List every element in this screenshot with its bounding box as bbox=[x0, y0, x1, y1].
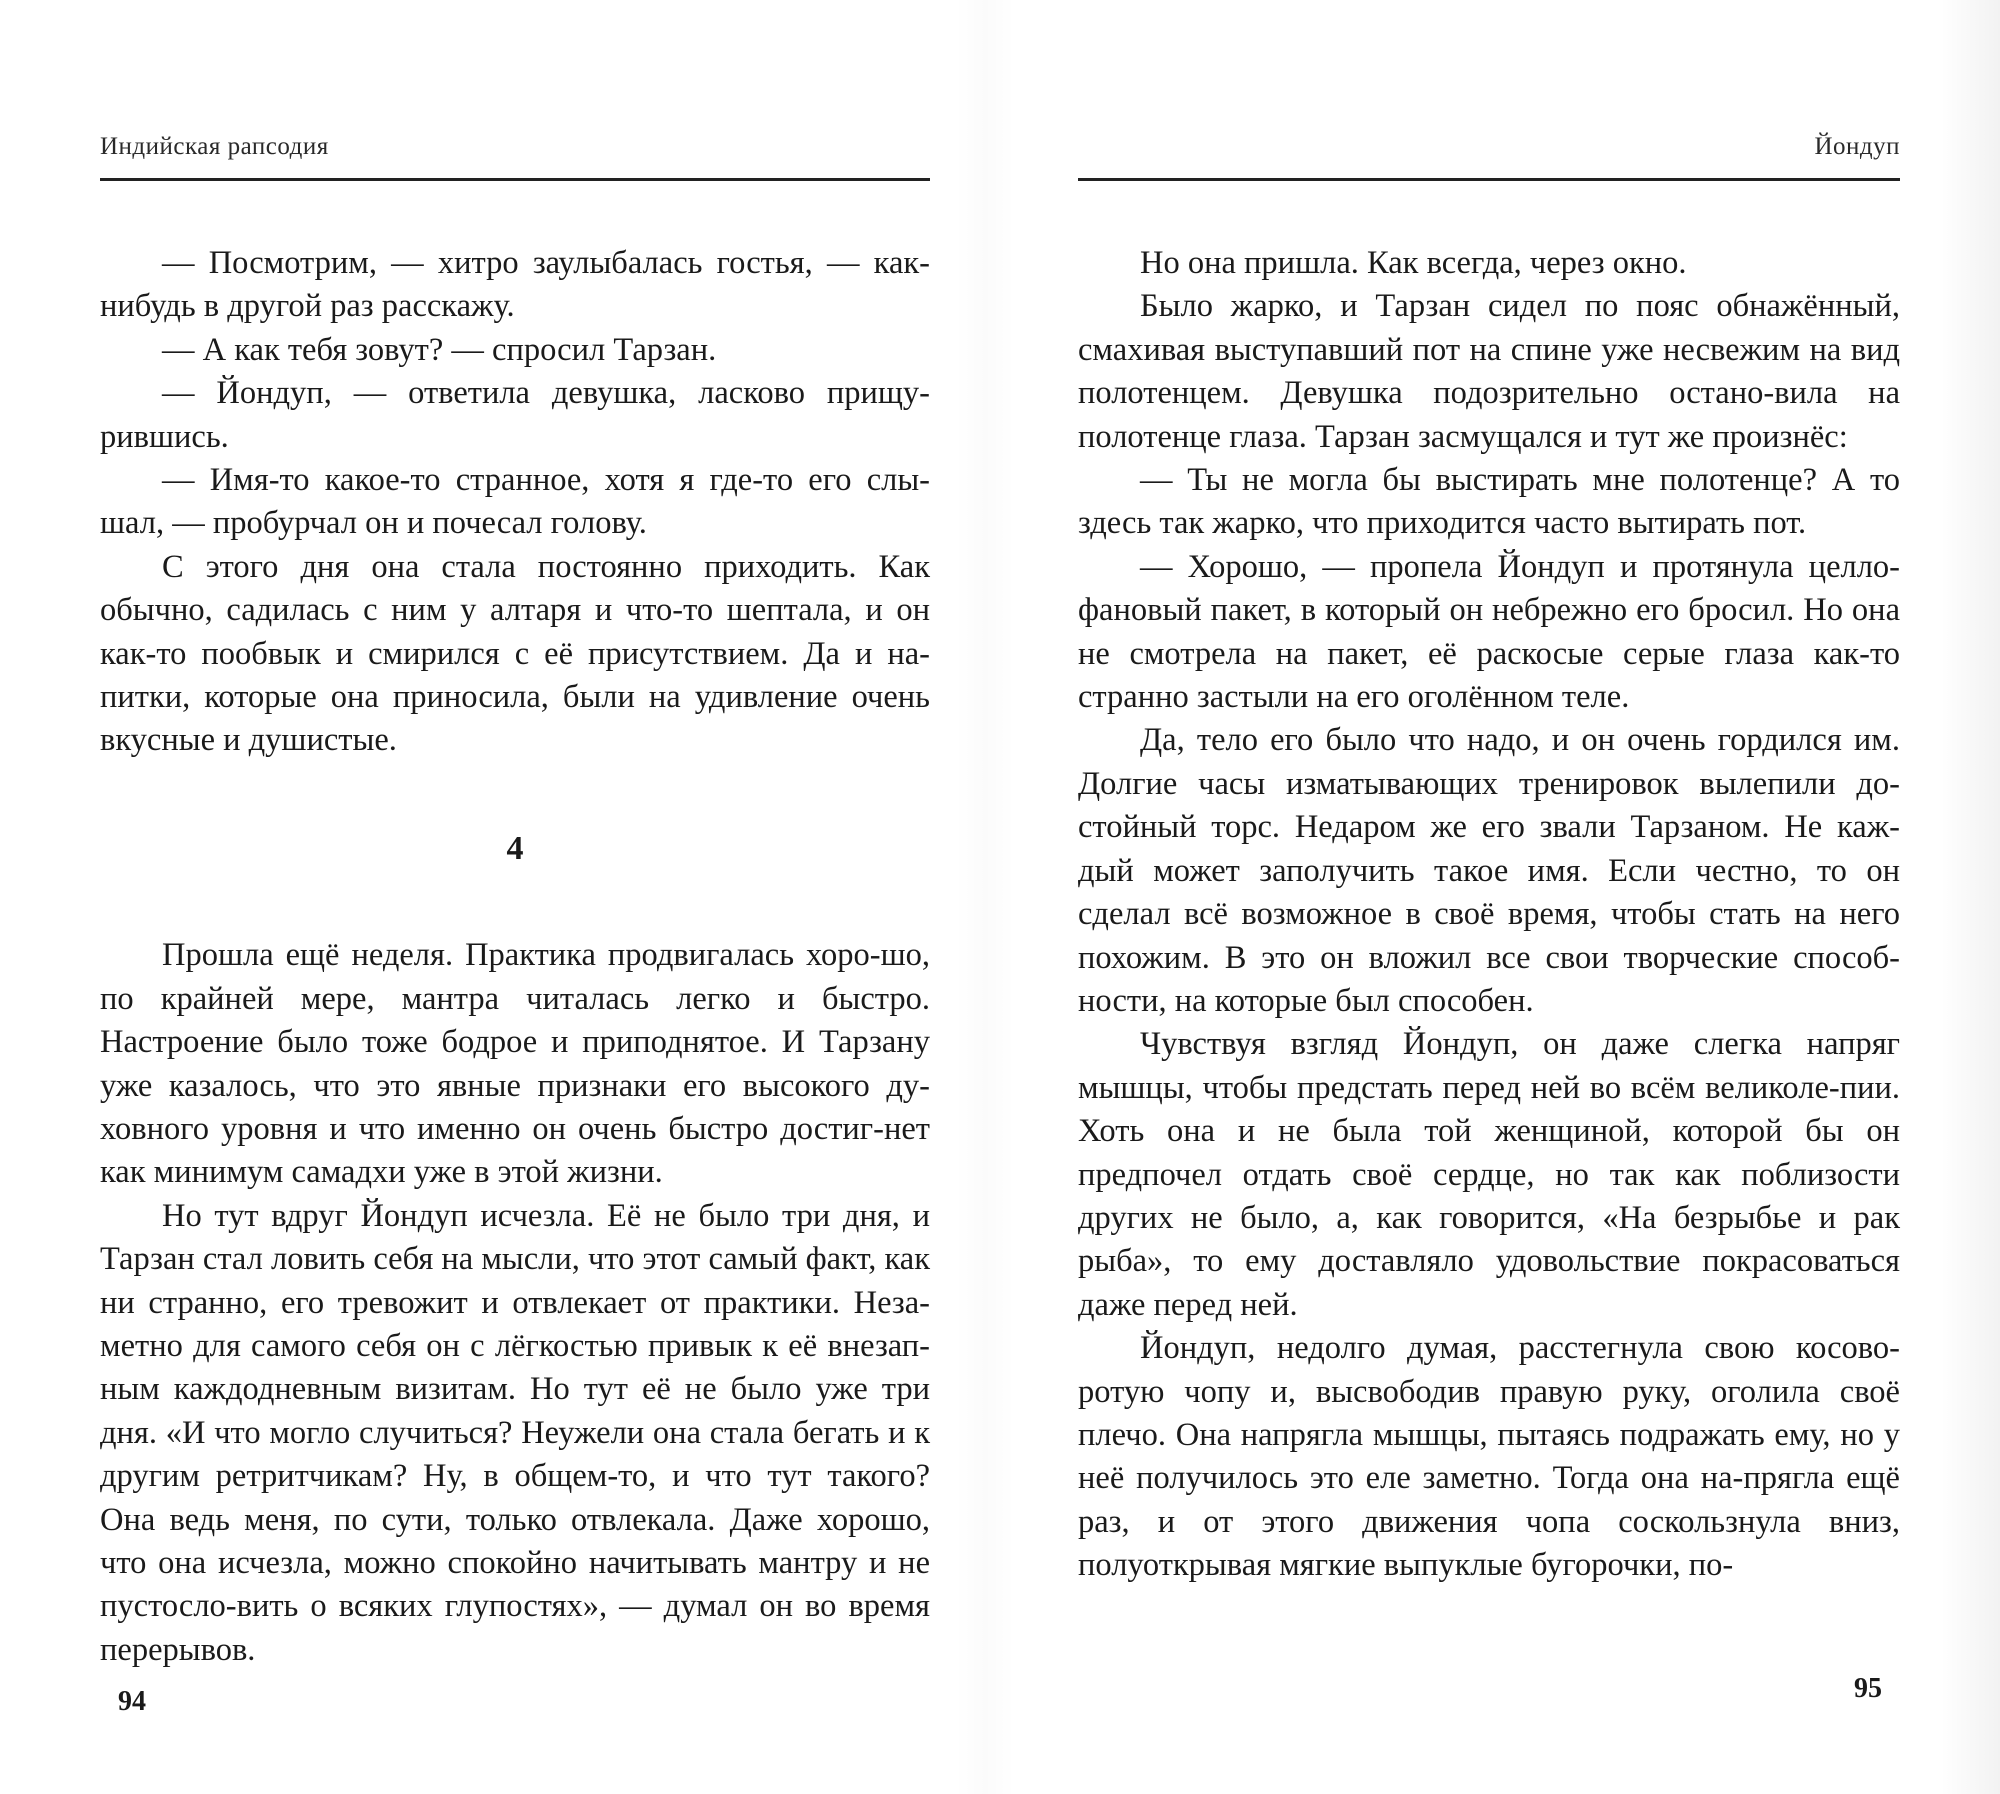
header-rule-left bbox=[100, 178, 930, 181]
running-head-left: Индийская рапсодия bbox=[100, 133, 329, 160]
paragraph: С этого дня она стала постоянно приходить. Как обычно, садилась с ним у алтаря и что-то шептала, и он как-то пообвык и смирился с её присутствием. Да и на-питки, которые она приносила, были на удивление очень вкусные и душистые. bbox=[100, 548, 930, 759]
paragraph: Прошла ещё неделя. Практика продвигалась хоро-шо, по крайней мере, мантра читалась легко и быстро. Настроение было тоже бодрое и приподнятое. И Тарзану уже казалось, что это явные признаки его высокого ду-ховного уровня и что именно он очень быстро достиг-нет как минимум самадхи уже в этой жизни. bbox=[100, 937, 930, 1191]
paragraph: Да, тело его было что надо, и он очень гордился им. Долгие часы изматывающих тренировок вылепили до-стойный торс. Недаром же его звали Тарзаном. Не каж-дый может заполучить такое имя. Если честно, то он сделал всё возможное в своё время, чтобы стать на него похожим. В это он вложил все свои творческие способ-ности, на которые был способен. bbox=[1078, 722, 1900, 1019]
paragraph: — Посмотрим, — хитро заулыбалась гостья, — как-нибудь в другой раз расскажу. bbox=[100, 245, 930, 325]
paragraph: Но она пришла. Как всегда, через окно. bbox=[1140, 245, 1687, 281]
paragraph: Йондуп, недолго думая, расстегнула свою косово-ротую чопу и, высвободив правую руку, оголила своё плечо. Она напрягла мышцы, пытаясь подражать ему, но у неё получилось это еле заметно. Тогда она на-прягла ещё раз, и от этого движения чопа соскользнула вниз, полуоткрывая мягкие выпуклые бугорочки, по- bbox=[1078, 1330, 1900, 1584]
gutter bbox=[955, 0, 1015, 1794]
left-page-text bbox=[100, 242, 930, 1672]
header-rule-right bbox=[1078, 178, 1900, 181]
paragraph: Чувствуя взгляд Йондуп, он даже слегка напряг мышцы, чтобы предстать перед ней во всём великоле-пии. Хоть она и не была той женщиной, которой бы он предпочел отдать своё сердце, но так как поблизости других не было, а, как говорится, «На безрыбье и рак рыба», то ему доставляло удовольствие покрасоваться даже перед ней. bbox=[1078, 1026, 1900, 1323]
paragraph: — Имя-то какое-то странное, хотя я где-то его слы-шал, — пробурчал он и почесал голову. bbox=[100, 462, 930, 542]
paragraph: — Хорошо, — пропела Йондуп и протянула целло-фановый пакет, в который он небрежно его бросил. Но она не смотрела на пакет, её раскосые серые глаза как-то странно застыли на его оголённом теле. bbox=[1078, 548, 1900, 716]
chapter-number: 4 bbox=[506, 829, 524, 867]
paragraph: Было жарко, и Тарзан сидел по пояс обнажённый, смахивая выступавший пот на спине уже несвежим на вид полотенцем. Девушка подозрительно остано-вила на полотенце глаза. Тарзан засмущался и тут же произнёс: bbox=[1078, 288, 1900, 455]
page-number-left: 94 bbox=[118, 1686, 146, 1717]
page-edge bbox=[1940, 0, 2000, 1794]
right-page-text bbox=[1078, 242, 1900, 1588]
running-head-right: Йондуп bbox=[1814, 133, 1900, 160]
paragraph: — Ты не могла бы выстирать мне полотенце? А то здесь так жарко, что приходится часто вытирать пот. bbox=[1078, 462, 1900, 542]
paragraph: Но тут вдруг Йондуп исчезла. Её не было три дня, и Тарзан стал ловить себя на мысли, что этот самый факт, как ни странно, его тревожит и отвлекает от практики. Неза-метно для самого себя он с лёгкостью привык к её внезап-ным каждодневным визитам. Но тут её не было уже три дня. «И что могло случиться? Неужели она стала бегать и к другим ретритчикам? Ну, в общем-то, и что тут такого? Она ведь меня, по сути, только отвлекала. Даже хорошо, что она исчезла, можно спокойно начитывать мантру и не пустосло-вить о всяких глупостях», — думал он во время перерывов. bbox=[100, 1197, 930, 1668]
paragraph: — А как тебя зовут? — спросил Тарзан. bbox=[162, 331, 717, 368]
paragraph: — Йондуп, — ответила девушка, ласково прищу-рившись. bbox=[100, 375, 930, 455]
page-number-right: 95 bbox=[1854, 1673, 1882, 1704]
